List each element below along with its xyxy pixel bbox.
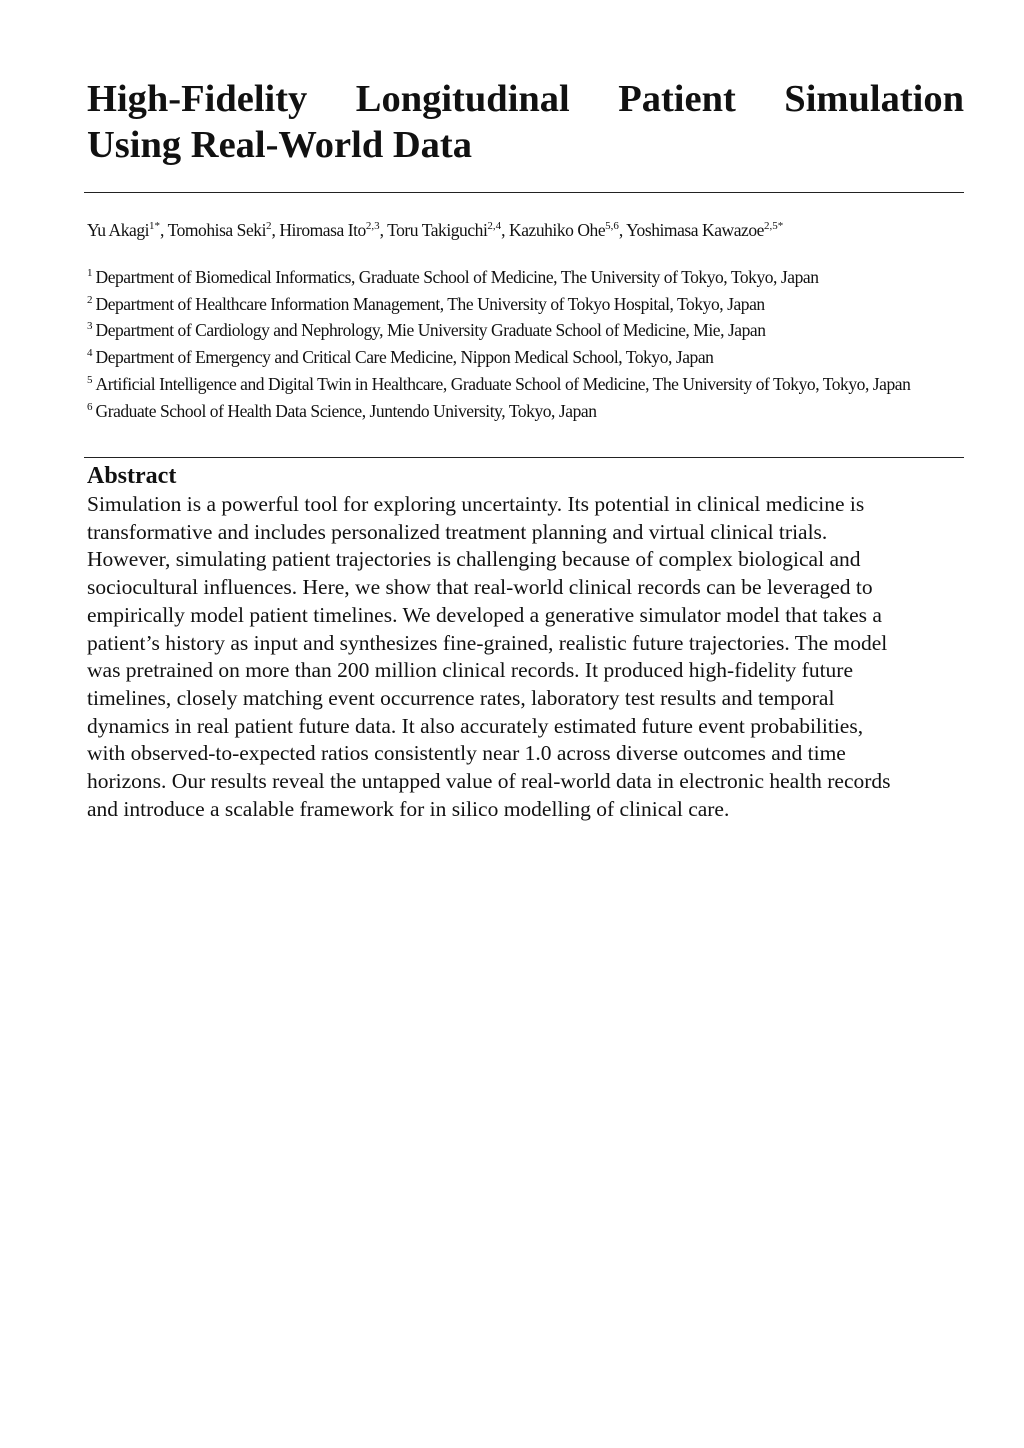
- title-word: High-Fidelity: [87, 78, 308, 120]
- abstract-line: horizons. Our results reveal the untapped value of real-world data in electronic health records: [87, 769, 891, 794]
- paper-title: [87, 76, 964, 168]
- author-affiliation-mark: 2,5*: [763, 220, 784, 232]
- abstract-line: sociocultural influences. Here, we show that real-world clinical records can be leveraged to: [87, 575, 873, 600]
- abstract-heading: Abstract: [87, 463, 177, 489]
- abstract-line: empirically model patient timelines. We developed a generative simulator model that takes a: [87, 602, 882, 627]
- affiliation: $^1$ Department of Biomedical Informatics, Graduate School of Medicine, The University of Tokyo, Tokyo, Japan: [87, 267, 819, 287]
- title-divider: [84, 192, 964, 193]
- title-word: Simulation: [784, 78, 964, 120]
- author-affiliation-mark: 2,3: [365, 220, 380, 232]
- affiliation: $^2$ Department of Healthcare Information Management, The University of Tokyo Hospital, Tokyo, Japan: [87, 293, 765, 314]
- abstract-line: However, simulating patient trajectories is challenging because of complex biological and: [87, 547, 861, 572]
- author: Yoshimasa Kawazoe$^{2,5*}$: [626, 220, 784, 240]
- title-word: Patient: [618, 78, 736, 120]
- title-word: Longitudinal: [355, 78, 570, 120]
- title-line-1: [87, 76, 964, 122]
- author: Yu Akagi$^{1*}$,: [87, 220, 168, 240]
- author-list: [87, 218, 783, 245]
- author: Toru Takiguchi$^{2,4}$,: [387, 220, 509, 240]
- abstract-line: Simulation is a powerful tool for exploring uncertainty. Its potential in clinical medicine is: [87, 492, 865, 516]
- author-affiliation-mark: 1*: [149, 220, 161, 232]
- abstract-line: and introduce a scalable framework for in silico modelling of clinical care.: [87, 796, 730, 821]
- affiliation: $^5$ Artificial Intelligence and Digital Twin in Healthcare, Graduate School of Medicine, The University of Tokyo, Tokyo, Japan: [87, 373, 911, 394]
- author: Hiromasa Ito$^{2,3}$,: [279, 220, 388, 240]
- title-line-2: Using Real-World Data: [87, 124, 472, 166]
- abstract-body: [87, 491, 967, 823]
- affiliation: $^6$ Graduate School of Health Data Science, Juntendo University, Tokyo, Japan: [87, 400, 597, 421]
- author: Kazuhiko Ohe$^{5,6}$,: [509, 220, 627, 240]
- author: Tomohisa Seki$^2$,: [167, 220, 280, 240]
- abstract-divider: [84, 457, 964, 458]
- abstract-line: transformative and includes personalized treatment planning and virtual clinical trials.: [87, 519, 828, 544]
- author-affiliation-mark: 5,6: [605, 220, 619, 232]
- abstract-line: timelines, closely matching event occurrence rates, laboratory test results and temporal: [87, 685, 835, 710]
- abstract-line: was pretrained on more than 200 million clinical records. It produced high-fidelity future: [87, 658, 854, 683]
- abstract-line: dynamics in real patient future data. It also accurately estimated future event probabilities,: [87, 713, 864, 738]
- abstract-line: with observed-to-expected ratios consistently near 1.0 across diverse outcomes and time: [87, 741, 846, 766]
- abstract-line: patient’s history as input and synthesizes fine-grained, realistic future trajectories. The model: [87, 630, 888, 655]
- affiliation-list: [87, 266, 967, 426]
- author-affiliation-mark: 2,4: [487, 220, 502, 232]
- affiliation: $^4$ Department of Emergency and Critical Care Medicine, Nippon Medical School, Tokyo, Japan: [87, 347, 714, 368]
- author-affiliation-mark: 2: [266, 220, 272, 232]
- affiliation: $^3$ Department of Cardiology and Nephrology, Mie University Graduate School of Medicine, Mie, Japan: [87, 320, 766, 341]
